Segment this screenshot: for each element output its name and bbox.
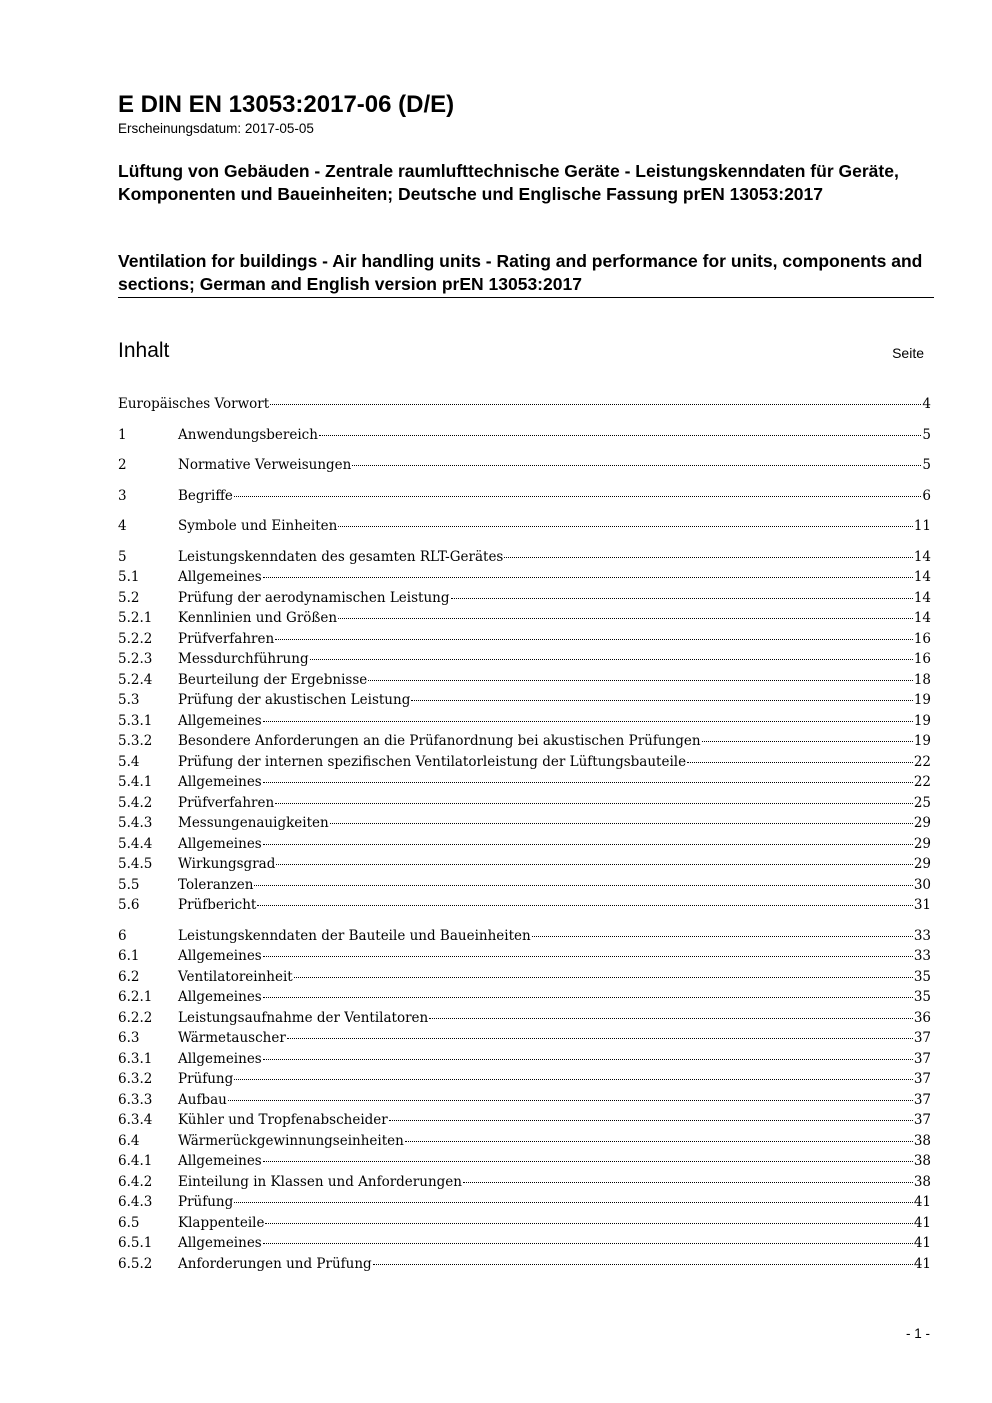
toc-entry-number: 6.5.1 <box>118 1235 153 1251</box>
toc-entry-title: Wirkungsgrad <box>178 856 276 872</box>
toc-entry-page: 6 <box>922 487 931 504</box>
toc-entry-page: 22 <box>913 774 931 790</box>
toc-entry-title: Allgemeines <box>178 569 262 585</box>
toc-entry-number: 1 <box>118 426 127 443</box>
toc-dot-leader <box>294 977 913 978</box>
toc-entry[interactable] <box>118 1131 931 1152</box>
toc-entry[interactable] <box>118 1151 931 1172</box>
toc-entry-page: 19 <box>913 692 931 708</box>
toc-entry-page: 37 <box>913 1091 931 1108</box>
toc-entry-title: Wärmetauscher <box>178 1030 286 1046</box>
toc-entry-number: 5.6 <box>118 897 140 913</box>
toc-dot-leader <box>263 956 913 957</box>
toc-entry-title: Prüfung der aerodynamischen Leistung <box>178 589 450 606</box>
toc-entry-title: Allgemeines <box>178 774 262 790</box>
toc-entry-page: 37 <box>913 1071 931 1087</box>
toc-entry-number: 5.3 <box>118 692 140 708</box>
toc-entry-page: 29 <box>913 856 931 872</box>
toc-entry-page: 4 <box>922 396 931 412</box>
toc-entry[interactable] <box>118 690 931 711</box>
toc-dot-leader <box>702 741 913 742</box>
toc-entry-title: Leistungsaufnahme der Ventilatoren <box>178 1009 429 1026</box>
toc-entry-page: 22 <box>913 753 931 770</box>
table-of-contents <box>118 394 931 1274</box>
toc-entry-number: 5 <box>118 548 127 565</box>
toc-entry-title: Einteilung in Klassen und Anforderungen <box>178 1173 462 1190</box>
toc-entry[interactable] <box>118 1090 931 1111</box>
toc-entry-number: 5.2.4 <box>118 671 153 688</box>
toc-entry-title: Leistungskenndaten der Bauteile und Baueinheiten <box>178 927 531 944</box>
toc-entry[interactable] <box>118 793 931 814</box>
toc-entry[interactable] <box>118 1254 931 1275</box>
toc-entry[interactable] <box>118 987 931 1008</box>
toc-entry-page: 38 <box>913 1153 931 1169</box>
toc-dot-leader <box>228 1100 913 1101</box>
toc-entry-title: Prüfverfahren <box>178 794 275 811</box>
toc-entry-page: 18 <box>913 671 931 688</box>
toc-dot-leader <box>263 721 913 722</box>
document-id: E DIN EN 13053:2017-06 (D/E) <box>118 91 455 118</box>
toc-entry-number: 5.3.1 <box>118 712 153 729</box>
toc-entry-title: Anforderungen und Prüfung <box>178 1255 372 1272</box>
toc-entry-title: Messdurchführung <box>178 651 309 667</box>
toc-entry[interactable] <box>118 1110 931 1131</box>
toc-entry[interactable] <box>118 926 931 947</box>
toc-dot-leader <box>338 526 912 527</box>
toc-entry[interactable] <box>118 670 931 691</box>
toc-entry[interactable] <box>118 547 931 568</box>
toc-entry-title: Beurteilung der Ergebnisse <box>178 671 368 688</box>
toc-entry-number: 6.2 <box>118 968 140 985</box>
toc-dot-leader <box>234 496 922 497</box>
toc-entry[interactable] <box>118 813 931 834</box>
toc-entry[interactable] <box>118 1192 931 1213</box>
toc-entry-number: 5.2 <box>118 589 140 606</box>
toc-dot-leader <box>270 404 921 405</box>
toc-entry[interactable] <box>118 394 931 415</box>
toc-entry[interactable] <box>118 1069 931 1090</box>
toc-entry-page: 33 <box>913 927 931 944</box>
toc-dot-leader <box>263 844 913 845</box>
toc-entry-number: 6.4.3 <box>118 1194 153 1210</box>
toc-entry[interactable] <box>118 1008 931 1029</box>
toc-entry-page: 29 <box>913 815 931 831</box>
toc-entry-number: 6.3.2 <box>118 1071 153 1087</box>
toc-entry-page: 41 <box>913 1255 931 1272</box>
toc-entry-page: 37 <box>913 1030 931 1046</box>
toc-dot-leader <box>330 823 913 824</box>
toc-entry-number: 6.1 <box>118 948 140 964</box>
toc-entry-page: 11 <box>913 518 931 534</box>
toc-entry-title: Allgemeines <box>178 1153 262 1169</box>
toc-entry-page: 14 <box>913 569 931 585</box>
toc-entry-page: 16 <box>913 630 931 647</box>
toc-entry-title: Kühler und Tropfenabscheider <box>178 1112 388 1128</box>
toc-dot-leader <box>263 997 913 998</box>
toc-entry-page: 29 <box>913 835 931 852</box>
toc-entry-title: Allgemeines <box>178 1235 262 1251</box>
toc-dot-leader <box>287 1038 913 1039</box>
toc-entry-number: 6.3.1 <box>118 1050 153 1067</box>
toc-dot-leader <box>234 1202 913 1203</box>
toc-entry[interactable] <box>118 425 931 446</box>
toc-dot-leader <box>687 762 913 763</box>
toc-entry[interactable] <box>118 608 931 629</box>
toc-entry-title: Prüfverfahren <box>178 630 275 647</box>
toc-entry-page: 35 <box>913 989 931 1005</box>
toc-entry-number: 6.3.4 <box>118 1112 153 1128</box>
toc-entry-number: 6.3 <box>118 1030 140 1046</box>
toc-entry-number: 6.4.1 <box>118 1153 153 1169</box>
toc-entry[interactable] <box>118 1028 931 1049</box>
toc-entry-page: 38 <box>913 1132 931 1149</box>
toc-entry-number: 6.5 <box>118 1214 140 1231</box>
toc-dot-leader <box>263 577 913 578</box>
toc-entry[interactable] <box>118 629 931 650</box>
toc-entry-number: 6.4 <box>118 1132 140 1149</box>
toc-entry-number: 2 <box>118 457 127 473</box>
toc-entry-title: Toleranzen <box>178 876 254 893</box>
toc-entry[interactable] <box>118 731 931 752</box>
toc-dot-leader <box>234 1079 913 1080</box>
toc-entry[interactable] <box>118 1049 931 1070</box>
toc-entry-page: 41 <box>913 1214 931 1231</box>
toc-entry-number: 5.2.2 <box>118 630 153 647</box>
toc-entry-number: 6.2.2 <box>118 1009 153 1026</box>
page-number: - 1 - <box>905 1326 930 1341</box>
toc-entry[interactable] <box>118 834 931 855</box>
toc-entry[interactable] <box>118 946 931 967</box>
toc-entry-number: 6.2.1 <box>118 989 153 1005</box>
toc-dot-leader <box>254 885 912 886</box>
toc-entry[interactable] <box>118 455 931 476</box>
toc-dot-leader <box>263 1161 913 1162</box>
toc-entry-number: 4 <box>118 518 127 534</box>
toc-dot-leader <box>275 639 913 640</box>
toc-dot-leader <box>257 905 913 906</box>
toc-dot-leader <box>411 700 912 701</box>
toc-entry-number: 5.4.5 <box>118 856 153 872</box>
toc-entry-page: 41 <box>913 1235 931 1251</box>
toc-entry-page: 38 <box>913 1173 931 1190</box>
toc-entry-number: 5.4.4 <box>118 835 153 852</box>
toc-entry-title: Ventilatoreinheit <box>178 968 293 985</box>
toc-dot-leader <box>405 1141 913 1142</box>
title-divider <box>118 297 934 298</box>
toc-entry-number: 3 <box>118 487 127 504</box>
toc-entry-number: 5.3.2 <box>118 733 153 749</box>
toc-entry[interactable] <box>118 567 931 588</box>
toc-entry-title: Allgemeines <box>178 948 262 964</box>
toc-entry-number: 6.4.2 <box>118 1173 153 1190</box>
toc-entry-number: 6 <box>118 927 127 944</box>
toc-entry-page: 5 <box>922 457 931 473</box>
toc-entry-title: Aufbau <box>178 1091 227 1108</box>
title-german: Lüftung von Gebäuden - Zentrale raumlufttechnische Geräte - Leistungskenndaten für Geräte, Komponenten und Baueinheiten; Deutsche und Englische Fassung prEN 13053:2017 <box>118 161 899 204</box>
toc-entry[interactable] <box>118 772 931 793</box>
toc-dot-leader <box>451 598 913 599</box>
toc-entry-number: 5.2.1 <box>118 610 153 626</box>
toc-dot-leader <box>263 1243 913 1244</box>
toc-entry-title: Begriffe <box>178 487 233 504</box>
toc-entry[interactable] <box>118 516 931 537</box>
toc-entry-title: Prüfung <box>178 1194 234 1210</box>
toc-entry-title: Prüfung <box>178 1071 234 1087</box>
toc-dot-leader <box>275 803 913 804</box>
toc-dot-leader <box>429 1018 913 1019</box>
toc-dot-leader <box>373 1264 913 1265</box>
toc-entry[interactable] <box>118 1233 931 1254</box>
toc-dot-leader <box>276 864 912 865</box>
toc-entry-title: Prüfbericht <box>178 897 257 913</box>
toc-entry-number: 5.4 <box>118 753 140 770</box>
title-english: Ventilation for buildings - Air handling units - Rating and performance for units, components and sections; German and English version prEN 13053:2017 <box>118 251 923 294</box>
toc-entry[interactable] <box>118 588 931 609</box>
toc-dot-leader <box>310 659 913 660</box>
toc-entry-page: 19 <box>913 712 931 729</box>
toc-entry[interactable] <box>118 486 931 507</box>
toc-entry[interactable] <box>118 649 931 670</box>
toc-entry-title: Klappenteile <box>178 1214 265 1231</box>
toc-dot-leader <box>389 1120 913 1121</box>
toc-entry-page: 41 <box>913 1194 931 1210</box>
toc-entry-title: Prüfung der akustischen Leistung <box>178 692 411 708</box>
toc-entry-page: 35 <box>913 968 931 985</box>
toc-entry-number: 5.2.3 <box>118 651 153 667</box>
toc-heading: Inhalt <box>118 339 170 362</box>
toc-entry[interactable] <box>118 875 931 896</box>
toc-entry-title: Anwendungsbereich <box>178 426 318 443</box>
publication-date: Erscheinungsdatum: 2017-05-05 <box>118 121 314 136</box>
toc-entry-title: Leistungskenndaten des gesamten RLT-Gerätes <box>178 548 504 565</box>
toc-entry[interactable] <box>118 711 931 732</box>
toc-entry-title: Besondere Anforderungen an die Prüfanordnung bei akustischen Prüfungen <box>178 733 701 749</box>
toc-entry-page: 19 <box>913 733 931 749</box>
toc-entry-title: Prüfung der internen spezifischen Ventilatorleistung der Lüftungsbauteile <box>178 753 687 770</box>
toc-entry-number: 5.4.1 <box>118 774 153 790</box>
toc-entry-title: Messungenauigkeiten <box>178 815 329 831</box>
toc-entry-title: Allgemeines <box>178 1050 262 1067</box>
toc-entry-page: 14 <box>913 610 931 626</box>
toc-entry[interactable] <box>118 752 931 773</box>
toc-entry[interactable] <box>118 895 931 916</box>
toc-dot-leader <box>504 557 912 558</box>
toc-entry-page: 37 <box>913 1050 931 1067</box>
toc-entry-number: 5.4.3 <box>118 815 153 831</box>
toc-dot-leader <box>265 1223 912 1224</box>
toc-entry-page: 30 <box>913 876 931 893</box>
toc-entry-page: 14 <box>913 589 931 606</box>
toc-entry[interactable] <box>118 967 931 988</box>
toc-entry-title: Kennlinien und Größen <box>178 610 338 626</box>
toc-page-column-label: Seite <box>892 345 924 361</box>
toc-entry-page: 14 <box>913 548 931 565</box>
toc-entry-title: Allgemeines <box>178 835 262 852</box>
toc-entry-number: 6.5.2 <box>118 1255 153 1272</box>
toc-dot-leader <box>532 936 913 937</box>
toc-entry-title: Europäisches Vorwort <box>118 396 270 412</box>
toc-entry-page: 33 <box>913 948 931 964</box>
toc-entry-number: 6.3.3 <box>118 1091 153 1108</box>
toc-entry-title: Allgemeines <box>178 712 262 729</box>
toc-entry-title: Wärmerückgewinnungseinheiten <box>178 1132 404 1149</box>
toc-dot-leader <box>319 435 921 436</box>
toc-dot-leader <box>352 465 921 466</box>
toc-entry[interactable] <box>118 1172 931 1193</box>
toc-dot-leader <box>263 782 913 783</box>
toc-entry-title: Symbole und Einheiten <box>178 518 338 534</box>
toc-entry-title: Normative Verweisungen <box>178 457 352 473</box>
toc-entry-page: 36 <box>913 1009 931 1026</box>
toc-entry-number: 5.4.2 <box>118 794 153 811</box>
toc-dot-leader <box>463 1182 913 1183</box>
toc-entry-page: 25 <box>913 794 931 811</box>
toc-dot-leader <box>263 1059 913 1060</box>
toc-entry-number: 5.1 <box>118 569 140 585</box>
toc-entry-title: Allgemeines <box>178 989 262 1005</box>
toc-entry-page: 31 <box>913 897 931 913</box>
toc-entry-page: 37 <box>913 1112 931 1128</box>
toc-dot-leader <box>338 618 913 619</box>
toc-entry-page: 5 <box>922 426 931 443</box>
toc-entry[interactable] <box>118 854 931 875</box>
toc-dot-leader <box>368 680 913 681</box>
toc-entry-page: 16 <box>913 651 931 667</box>
toc-entry[interactable] <box>118 1213 931 1234</box>
toc-entry-number: 5.5 <box>118 876 140 893</box>
